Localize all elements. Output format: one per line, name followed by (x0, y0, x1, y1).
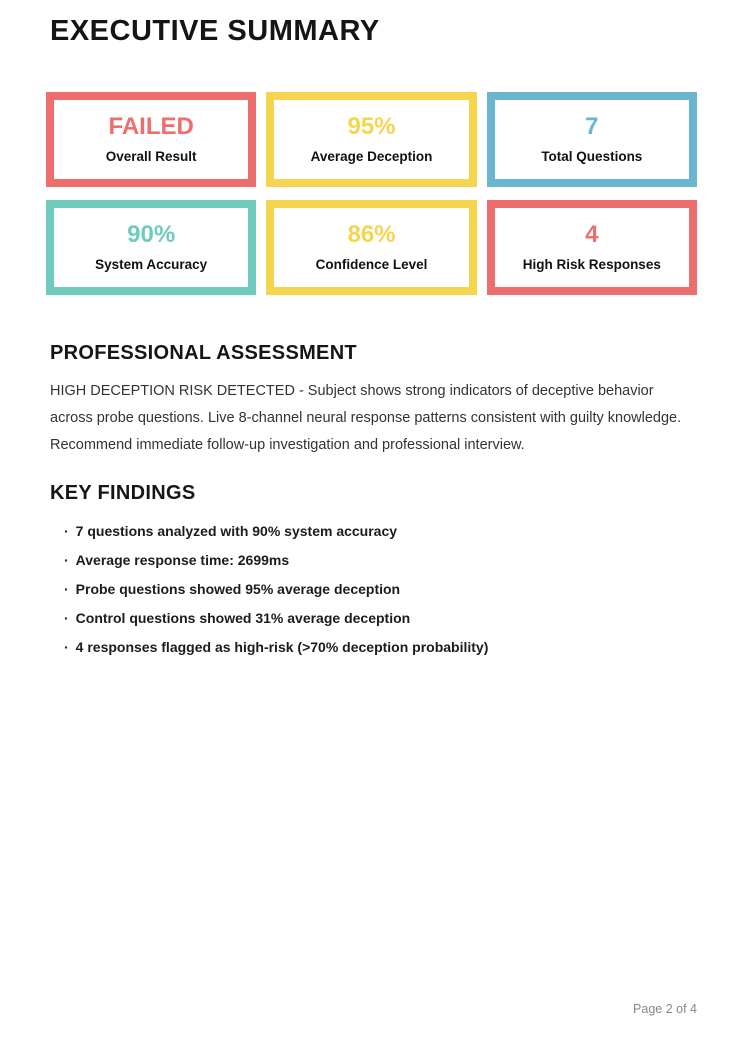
key-findings-list (64, 517, 488, 662)
bullet-icon: · (64, 581, 69, 597)
metric-label: Total Questions (541, 149, 643, 165)
page-title: EXECUTIVE SUMMARY (50, 15, 380, 47)
key-finding-item (64, 604, 488, 633)
key-finding-item (64, 633, 488, 662)
key-finding-text: 4 responses flagged as high-risk (>70% deception probability) (75, 639, 489, 655)
metric-value: 90% (127, 221, 176, 249)
professional-assessment-body: HIGH DECEPTION RISK DETECTED - Subject shows strong indicators of deceptive behavior across probe questions. Live 8-channel neural response patterns consistent with guilty knowledge. Recommend immediate follow-up investigation and professional interview. (50, 383, 682, 453)
bullet-icon: · (64, 610, 69, 626)
metric-card-system-accuracy (46, 200, 256, 295)
key-finding-text: Probe questions showed 95% average deception (75, 581, 401, 597)
key-finding-text: 7 questions analyzed with 90% system accuracy (75, 523, 398, 539)
metric-label: High Risk Responses (522, 257, 661, 273)
metric-value: 86% (347, 221, 396, 249)
bullet-icon: · (64, 639, 69, 655)
metric-card-average-deception (266, 92, 476, 187)
metric-value: FAILED (108, 113, 194, 141)
key-finding-text: Average response time: 2699ms (75, 552, 290, 568)
key-findings-heading: KEY FINDINGS (50, 482, 196, 504)
metric-value: 95% (347, 113, 396, 141)
metric-value: 4 (585, 221, 599, 249)
metric-label: Confidence Level (315, 257, 428, 273)
page-number: Page 2 of 4 (633, 1002, 697, 1016)
metric-cards-grid (46, 92, 697, 295)
metric-card-total-questions (487, 92, 697, 187)
key-finding-text: Control questions showed 31% average deception (75, 610, 411, 626)
metric-card-overall-result (46, 92, 256, 187)
metric-card-confidence-level (266, 200, 476, 295)
metric-card-high-risk-responses (487, 200, 697, 295)
key-finding-item (64, 575, 488, 604)
metric-label: Overall Result (105, 149, 197, 165)
bullet-icon: · (64, 523, 69, 539)
key-finding-item (64, 517, 488, 546)
key-finding-item (64, 546, 488, 575)
bullet-icon: · (64, 552, 69, 568)
metric-label: Average Deception (310, 149, 433, 165)
professional-assessment-heading: PROFESSIONAL ASSESSMENT (50, 342, 357, 364)
metric-label: System Accuracy (95, 257, 208, 273)
metric-value: 7 (585, 113, 599, 141)
